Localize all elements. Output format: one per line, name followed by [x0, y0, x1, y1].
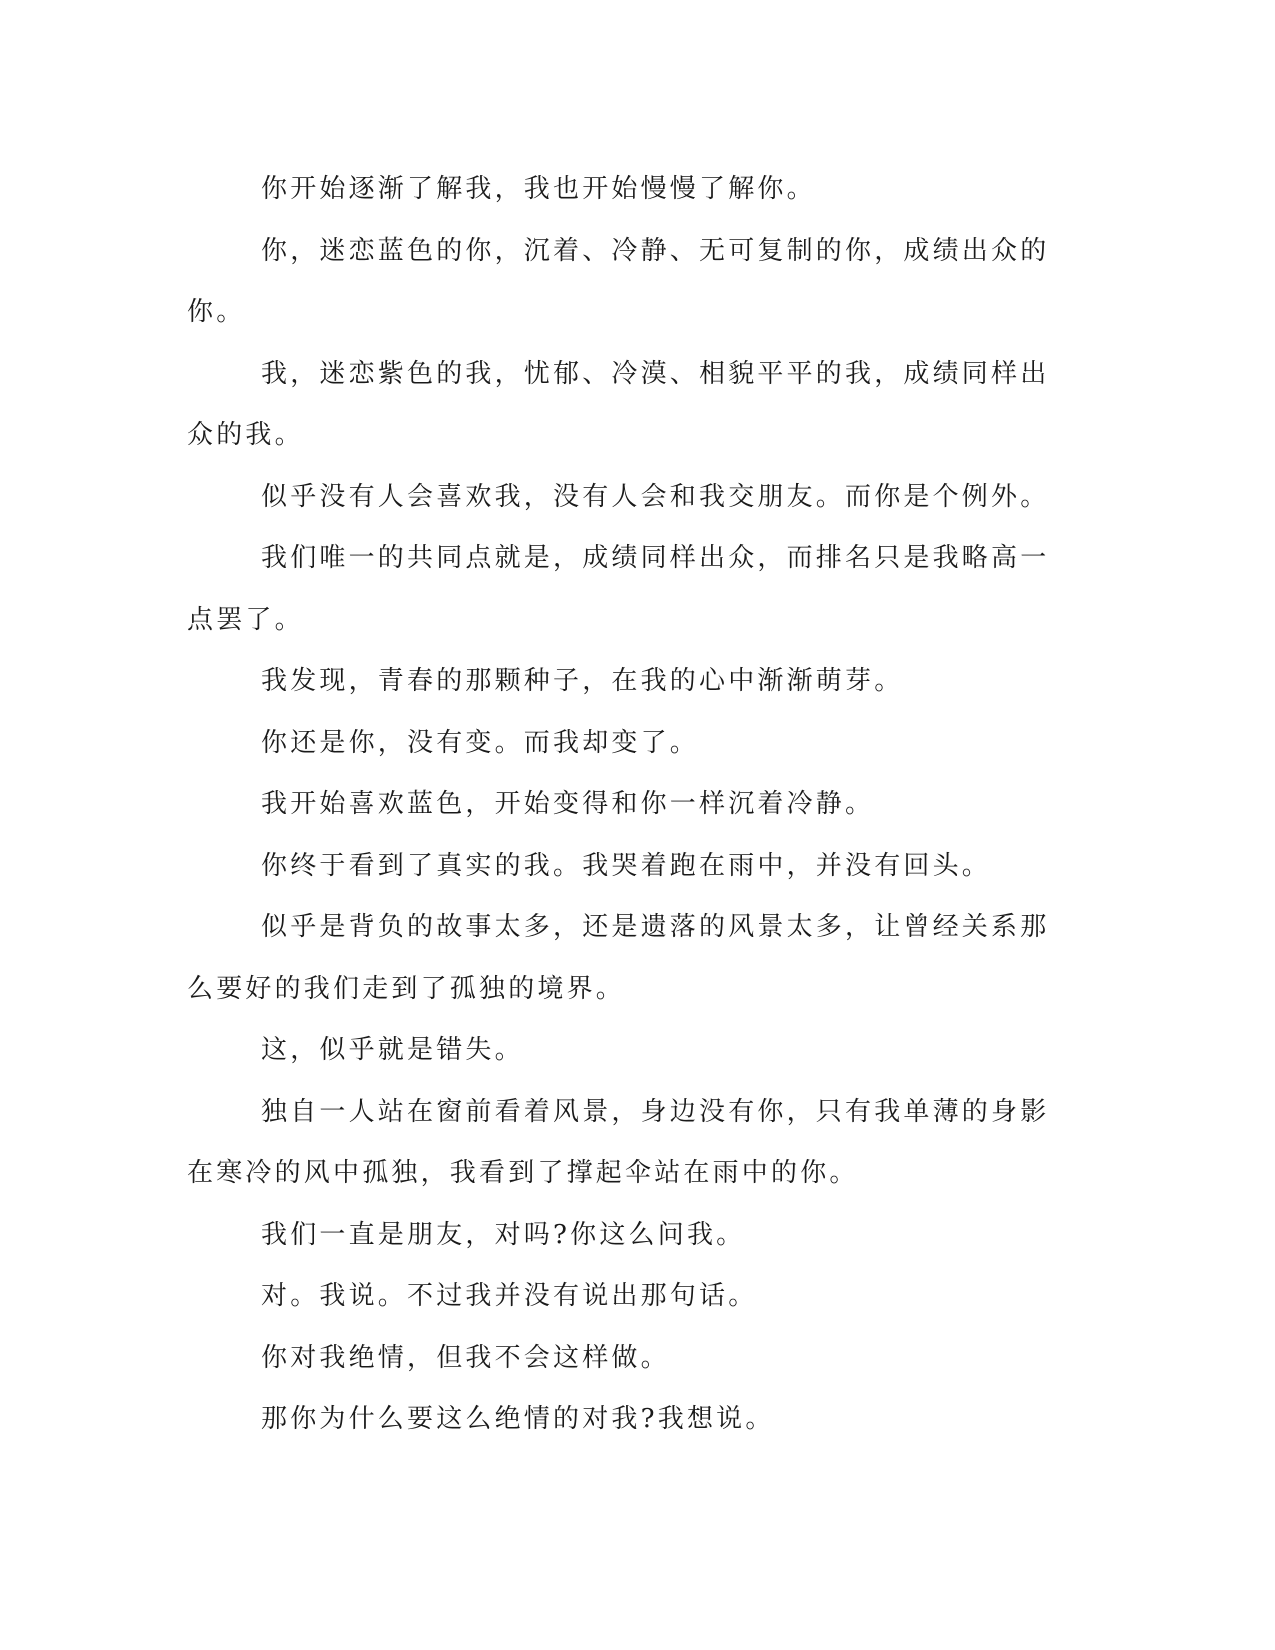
paragraph-8: 我开始喜欢蓝色，开始变得和你一样沉着冷静。: [261, 789, 875, 819]
paragraph-15: 你对我绝情，但我不会这样做。: [261, 1342, 670, 1373]
paragraph-3: 我，迷恋紫色的我，忧郁、冷漠、相貌平平的我，成绩同样出众的我。: [187, 358, 1050, 450]
paragraph-7: 你还是你，没有变。而我却变了。: [261, 727, 700, 758]
paragraph-10: 似乎是背负的故事太多，还是遗落的风景太多，让曾经关系那么要好的我们走到了孤独的境界。: [187, 912, 1050, 1004]
paragraph-2: 你，迷恋蓝色的你，沉着、冷静、无可复制的你，成绩出众的你。: [187, 235, 1050, 327]
document-body: [187, 159, 1067, 1451]
paragraph-16: 那你为什么要这么绝情的对我?我想说。: [261, 1404, 775, 1434]
paragraph-12: 独自一人站在窗前看着风景，身边没有你，只有我单薄的身影在寒冷的风中孤独，我看到了撑起伞站在雨中的你。: [187, 1096, 1050, 1188]
paragraph-6: 我发现，青春的那颗种子，在我的心中渐渐萌芽。: [261, 666, 904, 696]
paragraph-13: 我们一直是朋友，对吗?你这么问我。: [261, 1219, 746, 1250]
paragraph-1: 你开始逐渐了解我，我也开始慢慢了解你。: [261, 174, 816, 204]
paragraph-11: 这，似乎就是错失。: [261, 1035, 524, 1065]
paragraph-5: 我们唯一的共同点就是，成绩同样出众，而排名只是我略高一点罢了。: [187, 543, 1050, 635]
paragraph-4: 似乎没有人会喜欢我，没有人会和我交朋友。而你是个例外。: [261, 481, 1050, 512]
paragraph-9: 你终于看到了真实的我。我哭着跑在雨中，并没有回头。: [261, 850, 992, 881]
paragraph-14: 对。我说。不过我并没有说出那句话。: [261, 1281, 758, 1311]
